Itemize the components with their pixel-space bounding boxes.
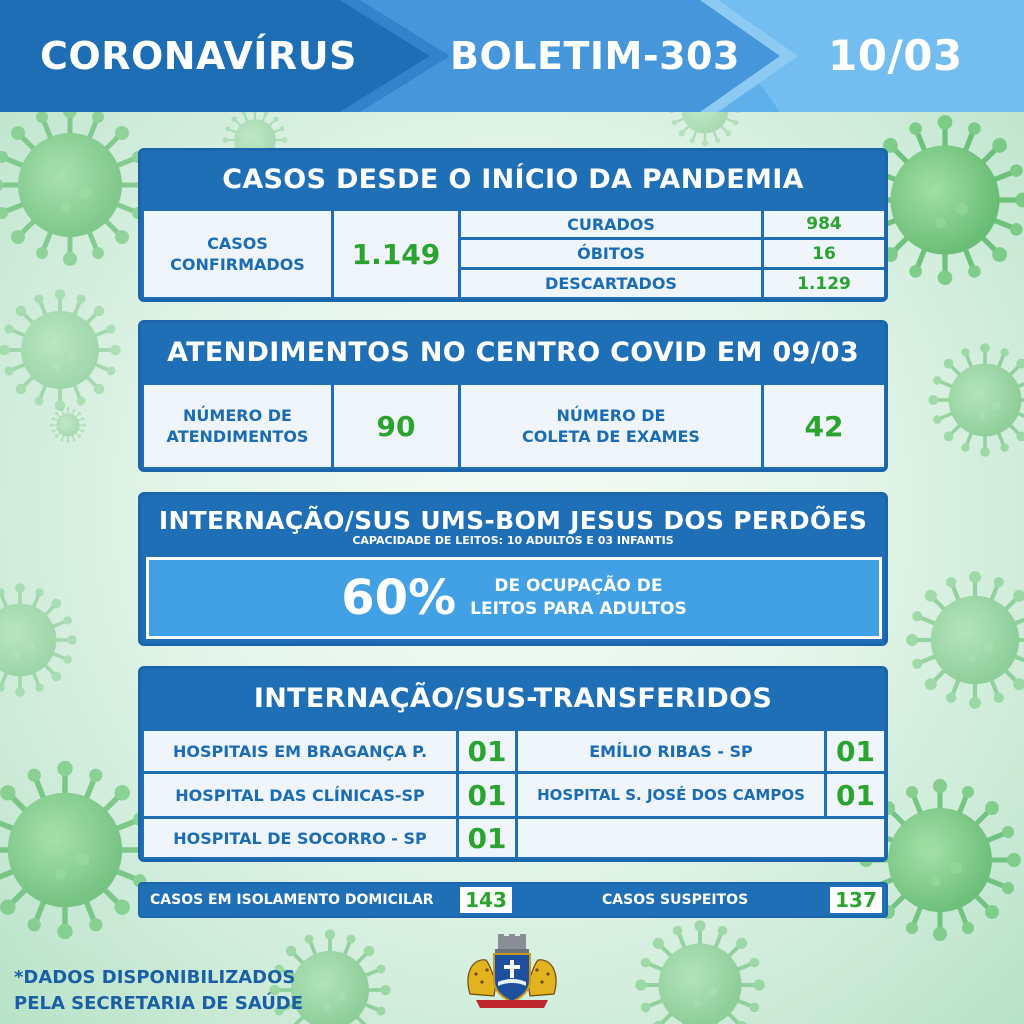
- transfer-sjc-value-cell: [827, 774, 884, 816]
- summary-bar: [138, 882, 888, 918]
- transfer-clinicas-value: 01: [467, 778, 507, 812]
- suspect-label: CASOS SUSPEITOS: [602, 892, 749, 908]
- confirmed-label: CASOS CONFIRMADOS: [170, 234, 305, 274]
- occupancy-box: [146, 557, 882, 639]
- transfer-socorro-value: 01: [467, 821, 507, 855]
- transfer-clinicas-label-cell: [144, 774, 456, 816]
- isolation-label: CASOS EM ISOLAMENTO DOMICILAR: [150, 892, 434, 908]
- virus-icon: [0, 761, 154, 939]
- exams-label-cell: [461, 385, 761, 467]
- covid-center-title: ATENDIMENTOS NO CENTRO COVID EM 09/03: [167, 337, 859, 368]
- transfers-title: INTERNAÇÃO/SUS-TRANSFERIDOS: [253, 683, 773, 714]
- header-banner: [0, 0, 1024, 112]
- hospitalization-subtitle: CAPACIDADE DE LEITOS: 10 ADULTOS E 03 INFANTIS: [352, 534, 674, 547]
- attendances-label: NÚMERO DE ATENDIMENTOS: [166, 406, 309, 446]
- transfer-emilio-label: EMÍLIO RIBAS - SP: [589, 741, 753, 761]
- transfer-clinicas-value-cell: [459, 774, 515, 816]
- occupancy-text: DE OCUPAÇÃO DE LEITOS PARA ADULTOS: [470, 576, 687, 619]
- transfer-braganca-value: 01: [467, 734, 507, 768]
- bulletin-date: 10/03: [828, 31, 963, 80]
- transfers-panel: [138, 666, 888, 862]
- transfer-clinicas-label: HOSPITAL DAS CLÍNICAS-SP: [175, 785, 425, 805]
- occupancy-percent: 60%: [341, 570, 457, 626]
- discarded-label-cell: [461, 270, 761, 297]
- suspect-value: 137: [830, 887, 882, 913]
- deaths-value: 16: [812, 243, 836, 264]
- virus-icon: [928, 343, 1024, 456]
- transfer-braganca-value-cell: [459, 731, 515, 771]
- transfer-sjc-label-cell: [518, 774, 824, 816]
- virus-icon: [635, 920, 765, 1024]
- attendances-value-cell: [334, 385, 458, 467]
- recovered-value: 984: [806, 214, 842, 234]
- attendances-label-cell: [144, 385, 331, 467]
- cases-panel: [138, 148, 888, 302]
- transfer-empty-cell: [518, 819, 884, 857]
- deaths-label: ÓBITOS: [577, 244, 645, 263]
- transfer-socorro-label-cell: [144, 819, 456, 857]
- confirmed-value-cell: [334, 211, 458, 297]
- deaths-value-cell: [764, 240, 884, 267]
- virus-icon: [50, 407, 86, 443]
- confirmed-label-cell: [144, 211, 331, 297]
- discarded-value-cell: [764, 270, 884, 297]
- transfer-emilio-value-cell: [827, 731, 884, 771]
- cases-title: CASOS DESDE O INÍCIO DA PANDEMIA: [222, 164, 804, 195]
- virus-icon: [0, 583, 77, 696]
- recovered-label: CURADOS: [567, 214, 655, 234]
- virus-icon: [906, 571, 1024, 709]
- transfer-sjc-value: 01: [836, 778, 875, 812]
- transfer-emilio-label-cell: [518, 731, 824, 771]
- covid-center-panel: [138, 320, 888, 472]
- discarded-value: 1.129: [797, 273, 851, 294]
- exams-value-cell: [764, 385, 884, 467]
- transfer-socorro-value-cell: [459, 819, 515, 857]
- virus-icon: [0, 289, 121, 411]
- attendances-value: 90: [376, 409, 416, 443]
- transfer-emilio-value: 01: [836, 734, 875, 768]
- data-source-note: *DADOS DISPONIBILIZADOS PELA SECRETARIA DE SAÚDE: [14, 967, 304, 1014]
- city-crest-icon: [462, 934, 562, 1012]
- discarded-label: DESCARTADOS: [545, 274, 677, 293]
- header-title: CORONAVÍRUS: [40, 34, 357, 78]
- virus-icon: [0, 104, 151, 266]
- exams-value: 42: [804, 409, 844, 443]
- hospitalization-title: INTERNAÇÃO/SUS UMS-BOM JESUS DOS PERDÕES: [158, 506, 868, 535]
- transfer-sjc-label: HOSPITAL S. JOSÉ DOS CAMPOS: [537, 785, 805, 804]
- transfer-socorro-label: HOSPITAL DE SOCORRO - SP: [173, 828, 427, 848]
- deaths-label-cell: [461, 240, 761, 267]
- recovered-value-cell: [764, 211, 884, 237]
- transfer-braganca-label-cell: [144, 731, 456, 771]
- isolation-value: 143: [460, 887, 512, 913]
- recovered-label-cell: [461, 211, 761, 237]
- bulletin-number: BOLETIM-303: [450, 34, 740, 78]
- transfer-braganca-label: HOSPITAIS EM BRAGANÇA P.: [172, 741, 428, 761]
- hospitalization-panel: [138, 492, 888, 646]
- exams-label: NÚMERO DE COLETA DE EXAMES: [522, 406, 700, 446]
- confirmed-value: 1.149: [351, 237, 441, 271]
